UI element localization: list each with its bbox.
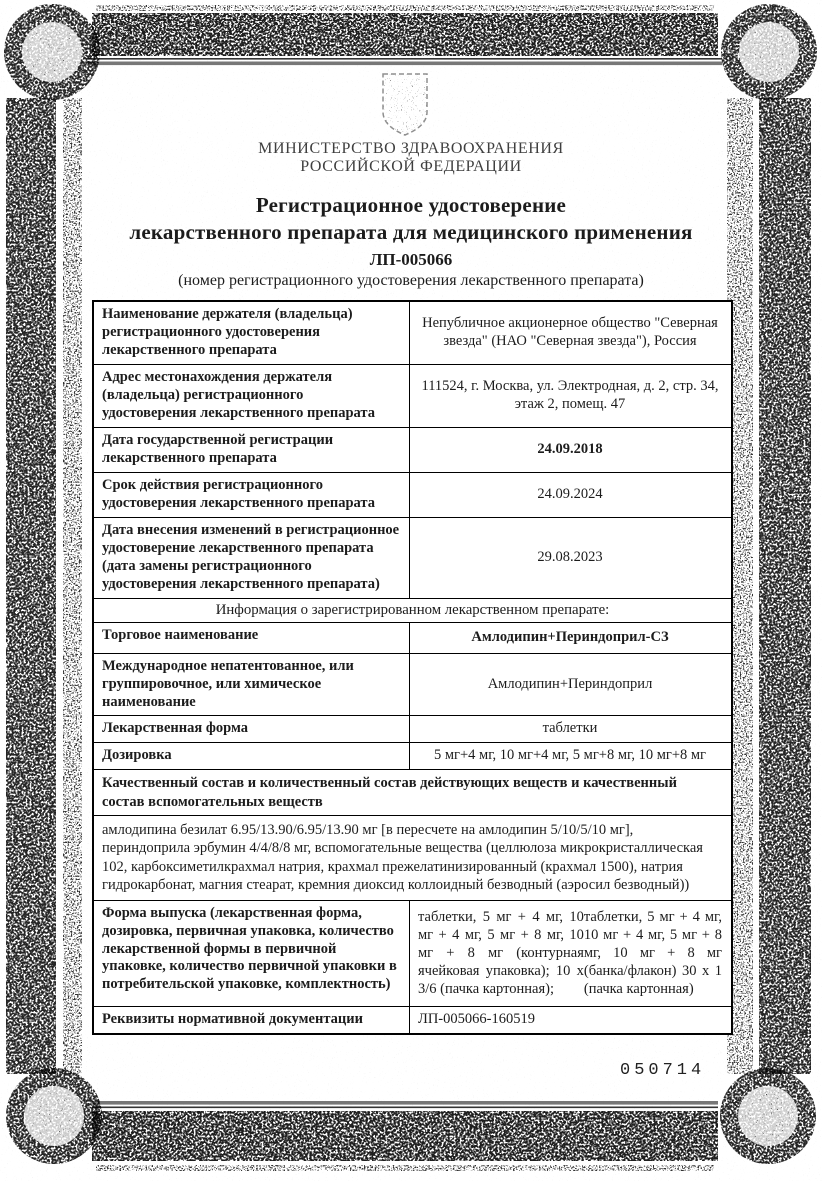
composition-text: амлодипина безилат 6.95/13.90/6.95/13.90 мг [в пересчете на амлодипин 5/10/5/10 мг], периндоприла эрбумин 4/4/8/8 мг, вспомогательные вещества (целлюлоза микрокристаллическая 102, карбоксиметилкрахмал натрия, крахмал прежелатинизированный (крахмал 1500), натрия гидрокарбонат, магния стеарат, кремния диоксид коллоидный безводный (аэросил безводный)) <box>102 821 703 894</box>
ministry-line-2: РОССИЙСКОЙ ФЕДЕРАЦИИ <box>300 158 522 176</box>
row-composition-header <box>94 769 731 815</box>
document-title-line-2: лекарственного препарата для медицинского применения <box>129 220 693 245</box>
row-amendment-date-value: 29.08.2023 <box>537 548 603 565</box>
registration-number-caption: (номер регистрационного удостоверения лекарственного препарата) <box>178 271 644 289</box>
composition-header-text: Качественный состав и количественный состав действующих веществ и качественный состав вспомогательных веществ <box>102 775 677 810</box>
info-header-text: Информация о зарегистрированном лекарственном препарате: <box>215 601 610 618</box>
row-inn-name-label: Международное непатентованное, или группировочное, или химическое наименование <box>94 654 410 716</box>
row-dosage-form <box>94 715 731 742</box>
row-trade-name <box>94 622 731 653</box>
row-holder-address-label: Адрес местонахождения держателя (владельца) регистрационного удостоверения лекарственного препарата <box>94 365 410 427</box>
row-dosage-value: 5 мг+4 мг, 10 мг+4 мг, 5 мг+8 мг, 10 мг+8 мг <box>433 747 707 764</box>
release-form-entry-2: таблетки, 5 мг + 4 мг, 10 мг + 4 мг, 5 мг + 8 мг, 10 мг + 8 мг (банка/флакон) 30 х 1 (пачка картонная) <box>583 908 722 997</box>
row-holder-name <box>94 302 731 364</box>
ministry-line-1: МИНИСТЕРСТВО ЗДРАВООХРАНЕНИЯ <box>258 140 564 157</box>
row-holder-name-label: Наименование держателя (владельца) регистрационного удостоверения лекарственного препарата <box>94 302 410 364</box>
certificate-table <box>92 300 733 1035</box>
row-normative-docs <box>94 1006 731 1033</box>
row-normative-docs-label: Реквизиты нормативной документации <box>94 1007 410 1033</box>
row-release-form-label: Форма выпуска (лекарственная форма, дозировка, первичная упаковка, количество лекарственной формы в первичной упаковке, количество первичной упаковки в потребительской упаковке, комплектность) <box>94 901 410 1006</box>
row-registration-date-value: 24.09.2018 <box>537 440 603 457</box>
row-dosage-label: Дозировка <box>94 743 410 769</box>
ministry-heading <box>0 140 822 176</box>
row-amendment-date-label: Дата внесения изменений в регистрационное удостоверение лекарственного препарата (дата замены регистрационного удостоверения лекарственного препарата) <box>94 518 410 598</box>
row-validity-date <box>94 472 731 517</box>
registration-number: ЛП-005066 <box>369 249 453 269</box>
row-inn-name-value: Амлодипин+Периндоприл <box>487 675 653 692</box>
release-form-entry-1: таблетки, 5 мг + 4 мг, 10 мг + 4 мг, 5 мг + 8 мг, 10 мг + 8 мг (контурная ячейковая упаковка); 10 х 3/6 (пачка картонная); <box>418 908 584 997</box>
row-amendment-date <box>94 517 731 598</box>
document-title-block <box>0 192 822 290</box>
row-info-header <box>94 598 731 622</box>
shield-emblem-icon <box>379 72 431 138</box>
row-holder-address <box>94 364 731 427</box>
document-title-line-1: Регистрационное удостоверение <box>255 193 567 217</box>
row-dosage-form-value: таблетки <box>542 720 598 737</box>
row-holder-address-value: 111524, г. Москва, ул. Электродная, д. 2, стр. 34, этаж 2, помещ. 47 <box>421 377 719 412</box>
row-trade-name-value: Амлодипин+Периндоприл-СЗ <box>471 628 669 645</box>
row-registration-date <box>94 427 731 472</box>
row-registration-date-label: Дата государственной регистрации лекарственного препарата <box>94 428 410 472</box>
row-release-form-value <box>410 901 731 1006</box>
row-validity-date-value: 24.09.2024 <box>537 485 603 502</box>
row-trade-name-label: Торговое наименование <box>94 623 410 653</box>
row-normative-docs-value: ЛП-005066-160519 <box>418 1010 535 1027</box>
row-validity-date-label: Срок действия регистрационного удостоверения лекарственного препарата <box>94 473 410 517</box>
row-inn-name <box>94 653 731 716</box>
row-holder-name-value: Непубличное акционерное общество "Северная звезда" (НАО "Северная звезда"), Россия <box>422 314 718 349</box>
row-composition-text <box>94 815 731 900</box>
row-dosage <box>94 742 731 769</box>
blank-serial-number: 050714 <box>620 1061 706 1080</box>
row-dosage-form-label: Лекарственная форма <box>94 716 410 742</box>
row-release-form <box>94 900 731 1006</box>
